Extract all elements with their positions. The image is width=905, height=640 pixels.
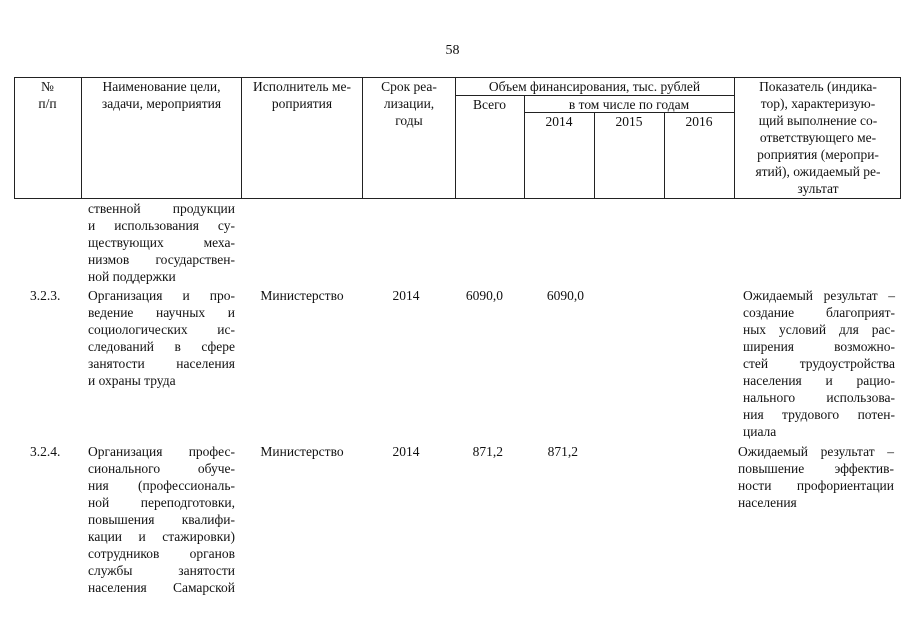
row-indicator-line: стей трудоустройства (743, 356, 895, 371)
row-indicator-line: циала (743, 424, 777, 439)
row-indicator (743, 287, 895, 440)
continued-line: ственной продукции (88, 201, 235, 216)
row-indicator-line: ния трудового потен- (743, 407, 895, 422)
header-executor-line: роприятия (271, 96, 333, 111)
continued-line: ной поддержки (88, 269, 176, 284)
header-name-line: Наименование цели, (102, 79, 221, 94)
continued-name-text (88, 200, 235, 285)
row-name-line: ведение научных и (88, 305, 235, 320)
header-num-line: № (41, 79, 54, 94)
header-indicator-line: щий выполнение со- (758, 113, 878, 128)
header-name-line: задачи, мероприятия (101, 96, 222, 111)
row-term: 2014 (392, 444, 420, 459)
row-name-line: повышения квалифи- (88, 512, 235, 527)
row-indicator-line: нального использова- (743, 390, 895, 405)
header-year-2015: 2015 (615, 114, 643, 129)
header-indicator-line: зультат (797, 181, 839, 196)
row-executor: Министерство (260, 444, 344, 459)
col-line-8 (734, 77, 735, 199)
row-name-line: Организация профес- (88, 444, 235, 459)
header-indicator-line: Показатель (индика- (759, 79, 877, 94)
row-indicator (738, 443, 894, 511)
header-indicator (736, 78, 900, 197)
row-name-line: следований в сфере (88, 339, 235, 354)
row-name-line: ной переподготовки, (88, 495, 235, 510)
row-num: 3.2.3. (30, 288, 61, 303)
row-indicator-line: ности профориентации (738, 478, 894, 493)
row-name-line: сотрудников органов (88, 546, 235, 561)
header-executor (242, 78, 362, 112)
row-term: 2014 (392, 288, 420, 303)
row-name-line: службы занятости (88, 563, 235, 578)
row-2014: 871,2 (547, 444, 578, 459)
header-year-2014: 2014 (545, 114, 573, 129)
row-2014: 6090,0 (546, 288, 584, 303)
row-indicator-line: Ожидаемый результат – (743, 288, 895, 303)
row-name-line: населения Самарской (88, 580, 235, 595)
header-indicator-line: ответствующего ме- (759, 130, 877, 145)
row-name-line: сионального обуче- (88, 461, 235, 476)
continued-line: ществующих меха- (88, 235, 235, 250)
row-indicator-line: создание благоприят- (743, 305, 895, 320)
row-indicator-line: населения и рацио- (743, 373, 895, 388)
col-line-9 (900, 77, 901, 199)
row-indicator-line: повышение эффектив- (738, 461, 894, 476)
header-term (363, 78, 455, 129)
row-name (88, 287, 235, 389)
continued-line: низмов государствен- (88, 252, 235, 267)
header-num (14, 78, 81, 112)
header-name (82, 78, 241, 112)
header-funding: Объем финансирования, тыс. рублей (488, 79, 701, 94)
row-indicator-line: Ожидаемый результат – (738, 444, 894, 459)
page-number: 58 (445, 43, 460, 58)
header-indicator-line: роприятия (меропри- (757, 147, 879, 162)
header-executor-line: Исполнитель ме- (253, 79, 351, 94)
header-indicator-line: ятий), ожидаемый ре- (755, 164, 881, 179)
row-num: 3.2.4. (30, 444, 61, 459)
header-indicator-line: тор), характеризую- (760, 96, 876, 111)
header-num-line: п/п (38, 96, 57, 111)
header-year-2016: 2016 (685, 114, 713, 129)
continued-line: и использования су- (88, 218, 235, 233)
row-name-line: социологических ис- (88, 322, 235, 337)
row-name-line: Организация и про- (88, 288, 235, 303)
header-term-line: годы (395, 113, 423, 128)
row-indicator-line: ных условий для рас- (743, 322, 895, 337)
row-executor: Министерство (260, 288, 344, 303)
header-total: Всего (472, 97, 507, 112)
row-name-line: и охраны труда (88, 373, 176, 388)
row-indicator-line: ширения возможно- (743, 339, 895, 354)
row-total: 871,2 (472, 444, 503, 459)
row-total: 6090,0 (465, 288, 503, 303)
row-name (88, 443, 235, 596)
table-header-bottom (14, 198, 901, 199)
header-term-line: Срок реа- (381, 79, 437, 94)
header-by-years: в том числе по годам (568, 97, 690, 112)
row-name-line: кации и стажировки) (88, 529, 235, 544)
row-name-line: занятости населения (88, 356, 235, 371)
row-name-line: ния (профессиональ- (88, 478, 235, 493)
row-indicator-line: населения (738, 495, 797, 510)
header-term-line: лизации, (383, 96, 435, 111)
